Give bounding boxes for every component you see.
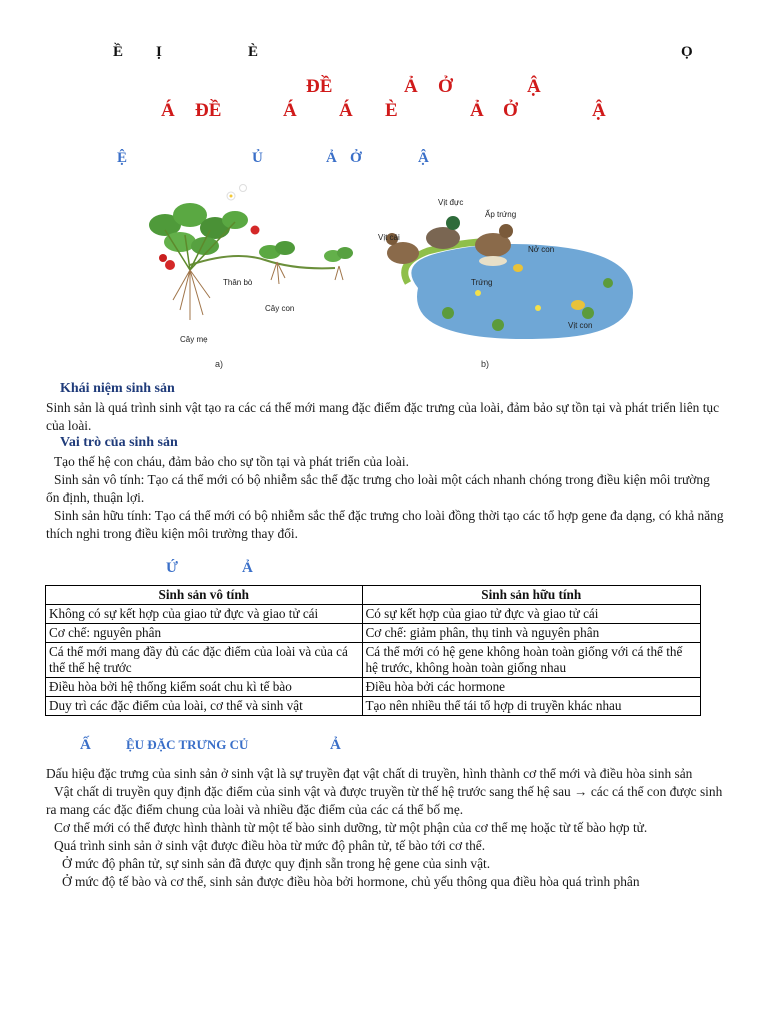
header-fragment: Ề bbox=[113, 44, 124, 60]
table-cell: Có sự kết hợp của giao tử đực và giao tử cái bbox=[362, 605, 701, 624]
table-cell: Cơ chế: nguyên phân bbox=[46, 624, 363, 643]
title-fragment: Ở bbox=[503, 100, 518, 121]
role-item: Sinh sản vô tính: Tạo cá thể mới có bộ nhiễm sắc thể đặc trưng cho loài một cách nhanh chóng trong điều kiện môi trường ổn định, thuận lợi. bbox=[46, 472, 710, 505]
title-fragment: ĐỀ bbox=[195, 100, 222, 121]
table-header-cell: Sinh sản vô tính bbox=[46, 586, 363, 605]
figure-label: Cây mẹ bbox=[180, 335, 208, 344]
table-row bbox=[46, 605, 701, 624]
title-fragment: Ậ bbox=[592, 100, 606, 121]
title-fragment: Ả bbox=[470, 100, 484, 121]
concept-heading: Khái niệm sinh sản bbox=[60, 381, 175, 396]
figure-label: Thân bò bbox=[223, 278, 253, 287]
figure-label: Trứng bbox=[471, 278, 493, 287]
table-cell: Cơ chế: giảm phân, thụ tinh và nguyên phân bbox=[362, 624, 701, 643]
signs-item: Cơ thể mới có thể được hình thành từ một tế bào sinh dưỡng, từ một phận của cơ thể mẹ hoặc từ tế bào hợp tử. bbox=[54, 820, 648, 835]
figure-label: Ấp trứng bbox=[485, 210, 517, 219]
table-cell: Không có sự kết hợp của giao tử đực và giao tử cái bbox=[46, 605, 363, 624]
comparison-table bbox=[45, 585, 701, 716]
table-row bbox=[46, 624, 701, 643]
heading-fragment: Ở bbox=[350, 150, 362, 166]
title-fragment: È bbox=[385, 100, 398, 121]
role-list bbox=[46, 453, 726, 543]
figure-caption-a: a) bbox=[215, 359, 224, 369]
heading-fragment: Ả bbox=[330, 737, 341, 753]
heading-fragment: Ả bbox=[242, 560, 253, 576]
heading-fragment: Ứ bbox=[166, 560, 178, 576]
title-fragment: Á bbox=[339, 100, 353, 121]
title-fragment: Á bbox=[161, 100, 175, 121]
title-fragment: ĐỀ bbox=[306, 76, 333, 97]
heading-fragment: Ả bbox=[326, 150, 337, 166]
figure-ducks bbox=[378, 193, 640, 343]
table-cell: Điều hòa bởi các hormone bbox=[362, 678, 701, 697]
concept-text bbox=[46, 399, 726, 435]
figure-label: Vịt cái bbox=[378, 233, 400, 242]
heading-fragment: Ệ bbox=[117, 150, 128, 166]
heading-fragment: Ủ bbox=[252, 150, 263, 166]
signs-lead: Dấu hiệu đặc trưng của sinh sản ở sinh vật là sự truyền đạt vật chất di truyền, hình thành cơ thể mới và điều hòa sinh sản bbox=[46, 766, 693, 781]
heading-fragment: Ậ bbox=[418, 150, 429, 166]
figure-label: Cây con bbox=[265, 304, 295, 313]
table-cell: Duy trì các đặc điểm của loài, cơ thể và sinh vật bbox=[46, 697, 363, 716]
title-fragment: Ậ bbox=[527, 76, 541, 97]
role-heading: Vai trò của sinh sản bbox=[60, 435, 178, 450]
signs-section bbox=[46, 765, 726, 891]
figure-caption-b: b) bbox=[481, 359, 490, 369]
heading-fragment: Ấ bbox=[80, 737, 91, 753]
table-cell: Điều hòa bởi hệ thống kiểm soát chu kì tế bào bbox=[46, 678, 363, 697]
concept-paragraph: Sinh sản là quá trình sinh vật tạo ra các cá thể mới mang đặc điểm đặc trưng của loài, đảm bảo sự tồn tại và phát triển liên tục của loài. bbox=[46, 400, 720, 433]
table-header-row bbox=[46, 586, 701, 605]
figure-strawberry bbox=[135, 180, 365, 370]
signs-item: Quá trình sinh sản ở sinh vật được điều hòa từ mức độ phân tử, tế bào tới cơ thể. bbox=[54, 838, 486, 853]
table-cell: Cá thể mới mang đầy đủ các đặc điểm của loài và của cá thể thế hệ trước bbox=[46, 643, 363, 678]
table-row bbox=[46, 643, 701, 678]
title-fragment: Ở bbox=[438, 76, 453, 97]
header-fragment: È bbox=[248, 44, 259, 60]
title-fragment: Ả bbox=[404, 76, 418, 97]
signs-item: Ở mức độ tế bào và cơ thể, sinh sản được điều hòa bởi hormone, chủ yếu thông qua điều hòa quá trình phân bbox=[62, 874, 640, 889]
figure-label: Nở con bbox=[528, 245, 555, 254]
table-cell: Cá thể mới có hệ gene không hoàn toàn giống với cá thể thế hệ trước, không hoàn toàn giống nhau bbox=[362, 643, 701, 678]
table-cell: Tạo nên nhiều thể tái tổ hợp di truyền khác nhau bbox=[362, 697, 701, 716]
heading-fragment: ỆU ĐẶC TRƯNG CỦ bbox=[126, 737, 249, 752]
table-row bbox=[46, 678, 701, 697]
header-fragment: Ọ bbox=[681, 44, 693, 60]
title-fragment: Á bbox=[283, 100, 297, 121]
table-header-cell: Sinh sản hữu tính bbox=[362, 586, 701, 605]
signs-item: Ở mức độ phân tử, sự sinh sản đã được quy định sẵn trong hệ gene của sinh vật. bbox=[62, 856, 491, 871]
table-row bbox=[46, 697, 701, 716]
figure-label: Vịt đực bbox=[438, 198, 464, 207]
header-fragment: Ị bbox=[156, 44, 162, 60]
signs-item: Vật chất di truyền quy định đặc điểm của sinh vật và được truyền từ thế hệ trước sang thế hệ sau → các cá thể con được sinh ra mang các đặc điểm chung của loài và nhiều đặc điểm của các cá thể bố mẹ. bbox=[46, 784, 723, 817]
role-item: Sinh sản hữu tính: Tạo cá thể mới có bộ nhiễm sắc thể đặc trưng cho loài đồng thời tạo các tổ hợp gene đa dạng, có khả năng thích nghi trong điều kiện môi trường thay đổi. bbox=[46, 508, 724, 541]
figure-label: Vịt con bbox=[568, 321, 593, 330]
role-item: Tạo thế hệ con cháu, đảm bảo cho sự tồn tại và phát triển của loài. bbox=[54, 454, 409, 469]
strawberry-illustration bbox=[135, 180, 365, 370]
